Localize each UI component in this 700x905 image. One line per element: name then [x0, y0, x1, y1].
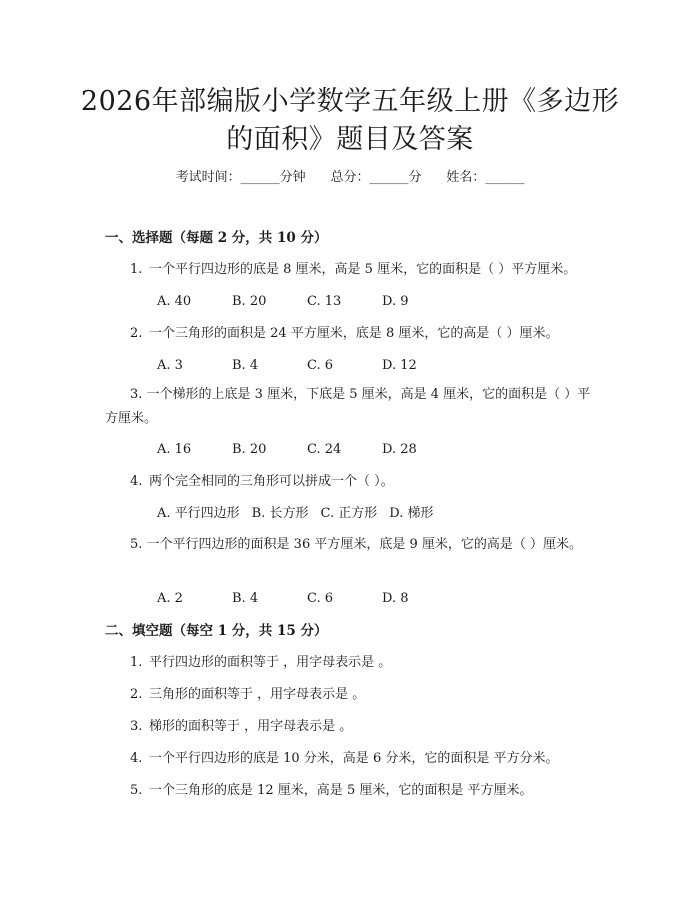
choice-question-5: 5. 一个平行四边形的面积是 36 平方厘米，底是 9 厘米，它的高是（ ）厘米。 [130, 537, 583, 552]
question-text: 平行四边形的面积等于 ，用字母表示是 。 [149, 655, 392, 670]
question-number: 1. [130, 262, 143, 277]
option-a: A. 平行四边形 [157, 506, 240, 521]
option-a: A. 2 [157, 591, 183, 606]
choice-question-2-options [157, 357, 457, 375]
option-a: A. 16 [157, 442, 192, 457]
fill-question-5 [130, 782, 532, 800]
option-c: C. 24 [307, 442, 342, 457]
score-label: 总分： [330, 170, 370, 185]
question-number: 2. [130, 687, 143, 702]
option-b: B. 4 [232, 358, 259, 373]
choice-question-5-options [157, 590, 457, 608]
question-text: 一个三角形的底是 12 厘米，高是 5 厘米，它的面积是 平方厘米。 [149, 783, 533, 798]
fill-question-4 [130, 750, 558, 768]
question-text: 一个平行四边形的底是 8 厘米，高是 5 厘米，它的面积是（ ）平方厘米。 [149, 262, 577, 277]
question-number: 3. [130, 719, 143, 734]
fill-question-3 [130, 718, 352, 736]
section-1-heading: 一、选择题（每题 2 分，共 10 分） [105, 230, 328, 246]
choice-question-1-options [157, 293, 457, 311]
question-text: 梯形的面积等于 ，用字母表示是 。 [149, 719, 353, 734]
fill-question-2 [130, 686, 365, 704]
question-number: 1. [130, 655, 143, 670]
question-number: 4. [130, 751, 143, 766]
option-c: C. 13 [307, 294, 342, 309]
option-b: B. 长方形 [251, 506, 309, 521]
option-a: A. 3 [157, 358, 183, 373]
option-c: C. 6 [307, 358, 334, 373]
option-b: B. 4 [232, 591, 259, 606]
option-d: D. 梯形 [389, 506, 434, 521]
fill-question-1 [130, 654, 391, 672]
name-blank: ______ [485, 170, 525, 185]
option-b: B. 20 [232, 294, 267, 309]
section-2-heading: 二、填空题（每空 1 分，共 15 分） [105, 623, 328, 639]
score-unit: 分 [408, 170, 422, 185]
choice-question-3: 3. 一个梯形的上底是 3 厘米，下底是 5 厘米，高是 4 厘米，它的面积是（ ）平方厘米。 [105, 387, 591, 426]
option-a: A. 40 [157, 294, 192, 309]
option-d: D. 12 [382, 358, 417, 373]
option-d: D. 28 [382, 442, 417, 457]
question-text: 两个完全相同的三角形可以拼成一个（ ）。 [149, 474, 394, 489]
choice-question-4-options [157, 505, 445, 523]
question-text: 三角形的面积等于 ，用字母表示是 。 [149, 687, 366, 702]
question-number: 5. [130, 783, 143, 798]
score-blank: ______ [369, 170, 409, 185]
choice-question-3-options [157, 441, 457, 459]
page-title-line-1: 2026年部编版小学数学五年级上册《多边形 [80, 86, 620, 117]
choice-question-4 [130, 473, 394, 491]
question-text: 一个平行四边形的底是 10 分米，高是 6 分米，它的面积是 平方分米。 [149, 751, 559, 766]
page-title-line-2: 的面积》题目及答案 [226, 124, 474, 155]
name-label: 姓名： [446, 170, 486, 185]
time-unit: 分钟 [279, 170, 306, 185]
question-number: 2. [130, 326, 143, 341]
option-c: C. 6 [307, 591, 334, 606]
exam-info-line [0, 169, 700, 187]
question-number: 4. [130, 474, 143, 489]
option-d: D. 9 [382, 294, 409, 309]
option-b: B. 20 [232, 442, 267, 457]
choice-question-2 [130, 325, 558, 343]
time-label: 考试时间： [175, 170, 241, 185]
question-text: 一个三角形的面积是 24 平方厘米，底是 8 厘米，它的高是（ ）厘米。 [149, 326, 559, 341]
choice-question-1 [130, 261, 576, 279]
option-d: D. 8 [382, 591, 409, 606]
time-blank: ______ [240, 170, 280, 185]
option-c: C. 正方形 [320, 506, 378, 521]
